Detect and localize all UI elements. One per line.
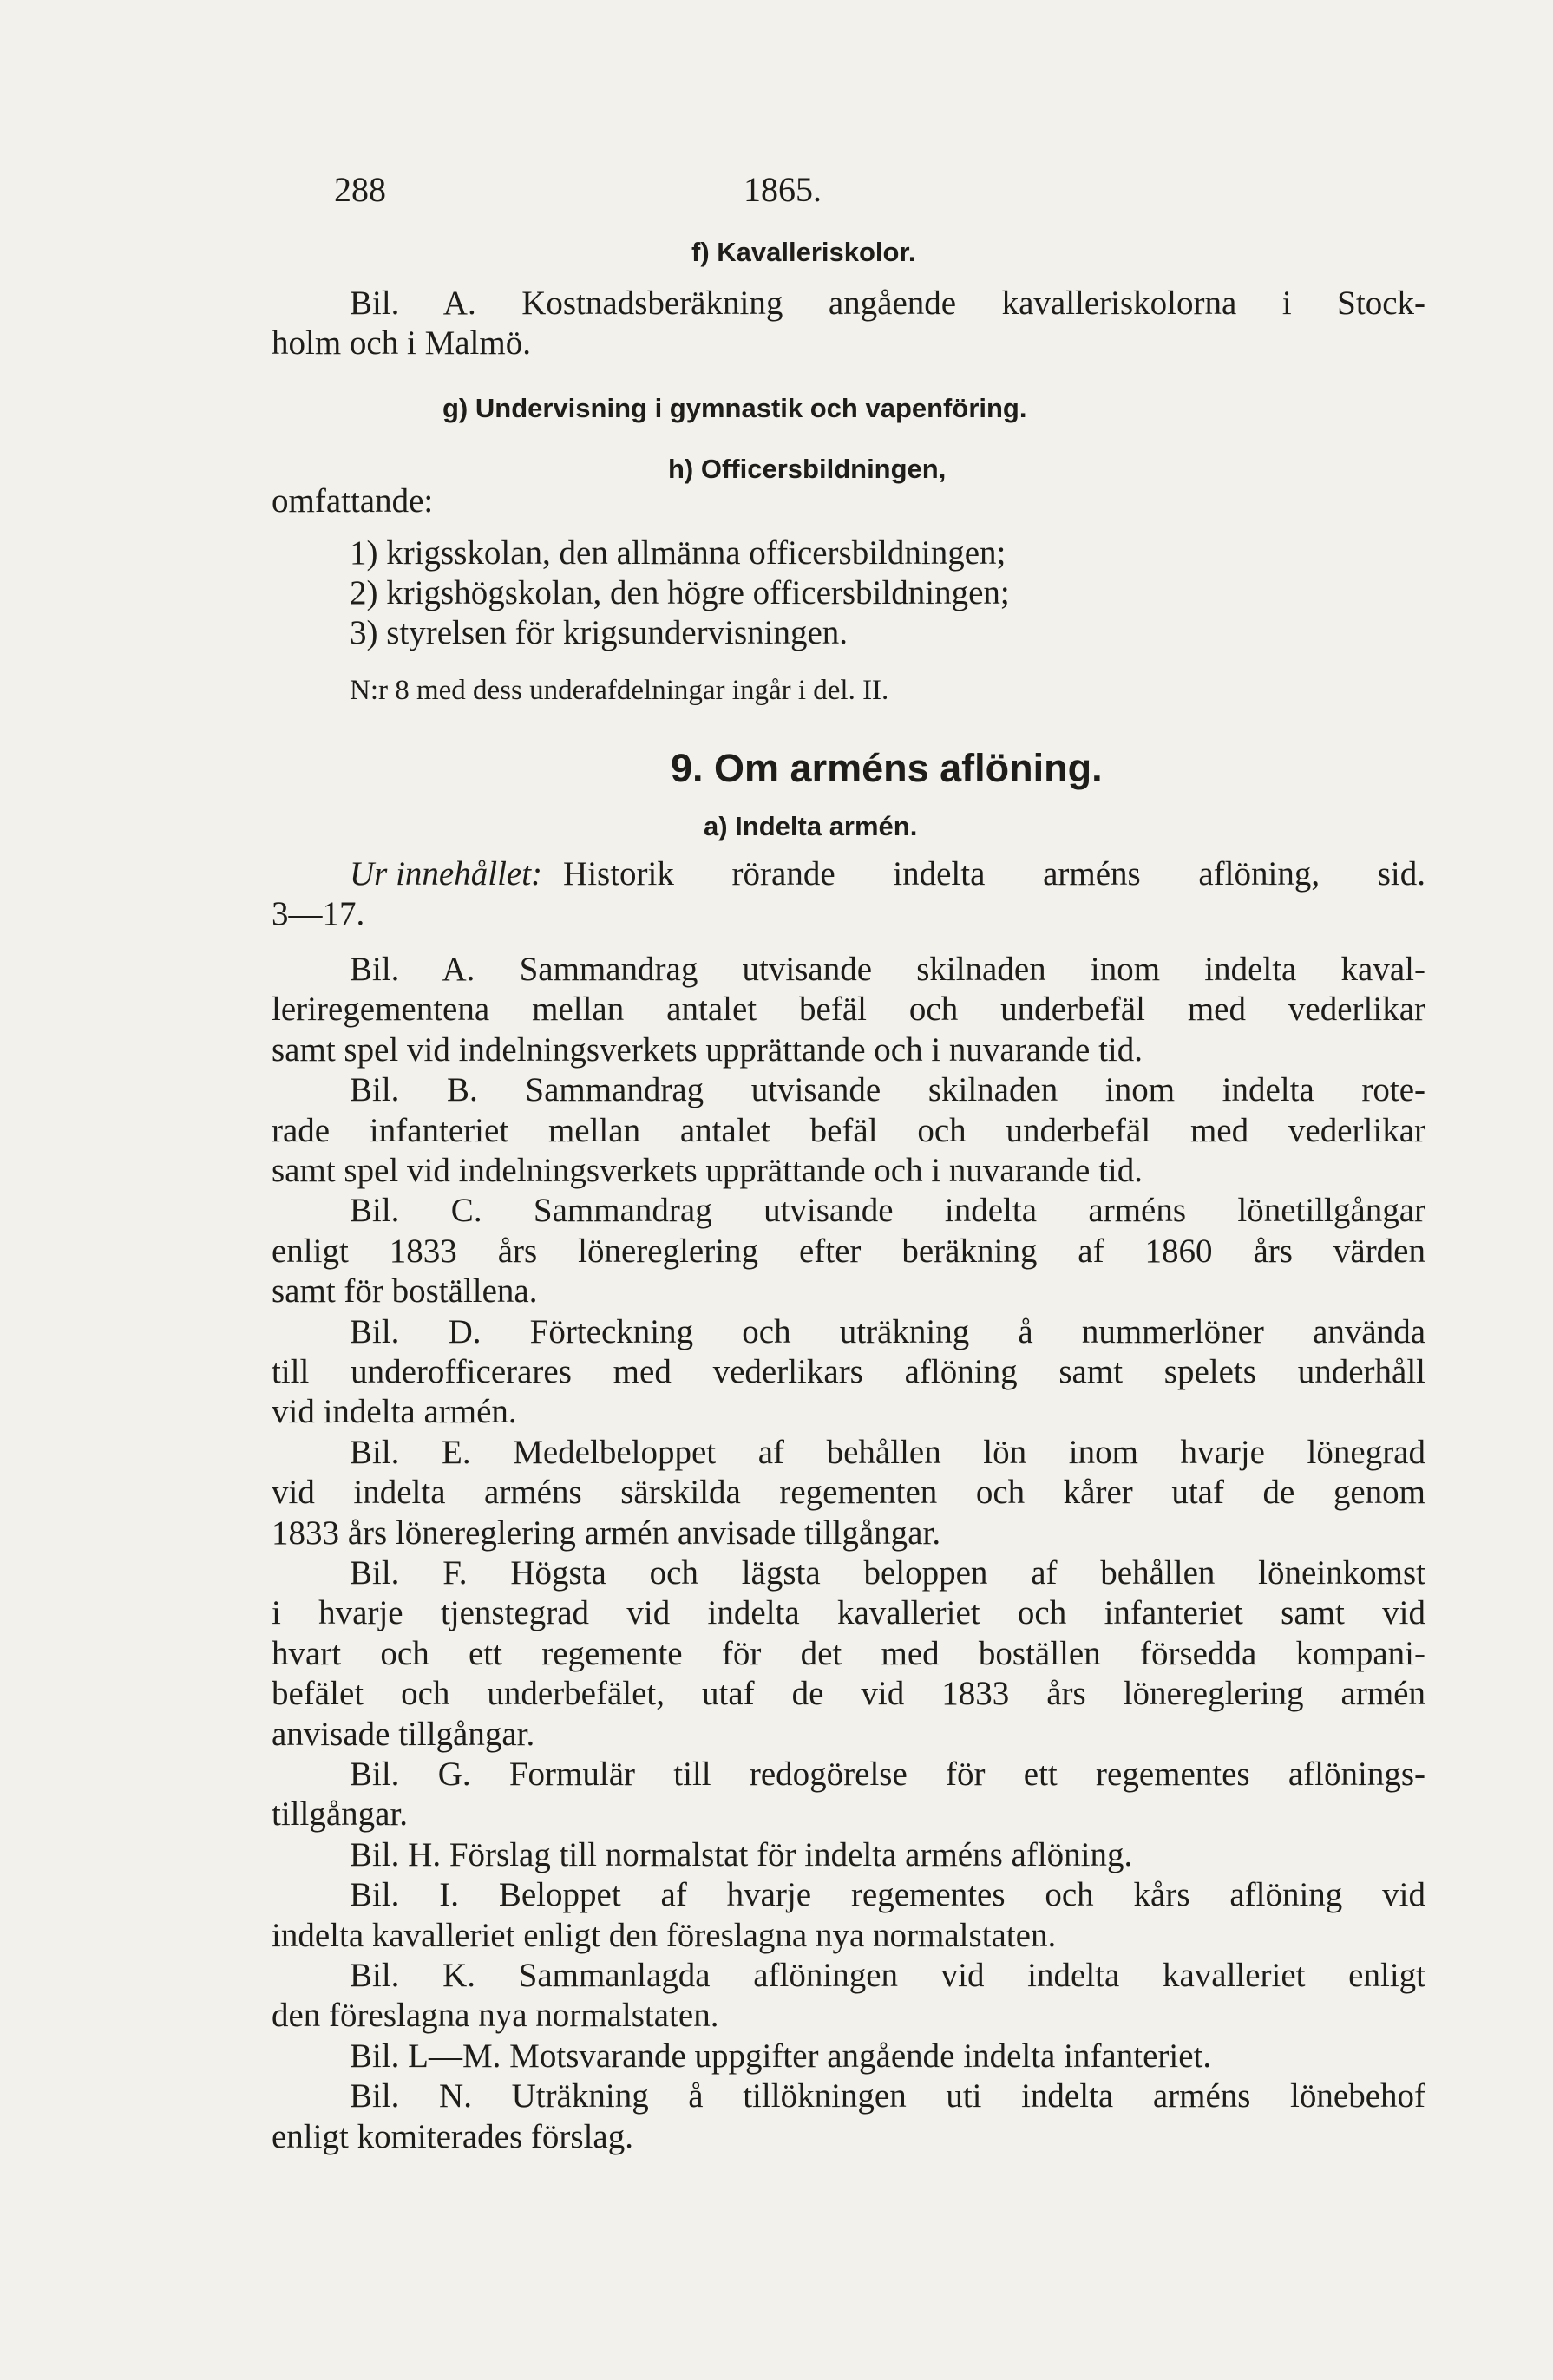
bil-paragraph-4-line-3: vid indelta armén. [272, 1393, 517, 1430]
section-h-intro: omfattande: [272, 482, 434, 520]
bil-paragraph-7-line-1: Bil. G. Formulär till redogörelse för ett regementes aflönings- [350, 1756, 1425, 1793]
bil-paragraph-8-line-1: Bil. H. Förslag till normalstat för indelta arméns aflöning. [350, 1836, 1133, 1873]
section-h-item-2: 2) krigshögskolan, den högre officersbildningen; [350, 574, 1010, 611]
contents-line [272, 854, 1425, 894]
bil-paragraph-12-line-1: Bil. N. Uträkning å tillökningen uti indelta arméns lönebehof [350, 2077, 1425, 2115]
bil-paragraph-6-line-3: hvart och ett regemente för det med boställen försedda kompani- [272, 1635, 1425, 1672]
bil-paragraph-10-line-2: den föreslagna nya normalstaten. [272, 1997, 719, 2034]
section-f-heading: f) Kavalleriskolor. [691, 237, 916, 267]
section-h-item-3: 3) styrelsen för krigsundervisningen. [350, 614, 849, 651]
bil-paragraph-1-line-2: leriregementena mellan antalet befäl och underbefäl med vederlikar [272, 991, 1425, 1028]
volume-note: N:r 8 med dess underafdelningar ingår i del. II. [350, 675, 889, 706]
section-g-heading: g) Undervisning i gymnastik och vapenföring. [442, 393, 1027, 423]
bil-paragraph-5-line-1: Bil. E. Medelbeloppet af behållen lön inom hvarje lönegrad [350, 1434, 1425, 1471]
bil-paragraph-9-line-2: indelta kavalleriet enligt den föreslagna nya normalstaten. [272, 1917, 1057, 1954]
bil-paragraph-6-line-2: i hvarje tjenstegrad vid indelta kavalleriet och infanteriet samt vid [272, 1594, 1425, 1631]
bil-paragraph-6-line-1: Bil. F. Högsta och lägsta beloppen af behållen löneinkomst [350, 1554, 1425, 1592]
bil-paragraph-3-line-3: samt för boställena. [272, 1272, 538, 1310]
bil-paragraph-4-line-2: till underofficerares med vederlikars aflöning samt spelets underhåll [272, 1353, 1425, 1390]
bil-paragraph-2-line-3: samt spel vid indelningsverkets upprättande och i nuvarande tid. [272, 1152, 1143, 1189]
contents-pages: 3—17. [272, 895, 365, 932]
sub-heading-indelta: a) Indelta armén. [704, 811, 918, 841]
chapter-title: 9. Om arméns aflöning. [671, 746, 1103, 790]
bil-paragraph-3-line-1: Bil. C. Sammandrag utvisande indelta arméns lönetillgångar [350, 1192, 1425, 1229]
page-year: 1865. [744, 170, 822, 209]
bil-paragraph-5-line-3: 1833 års lönereglering armén anvisade tillgångar. [272, 1514, 941, 1552]
section-h-heading: h) Officersbildningen, [668, 454, 947, 484]
page-number: 288 [334, 170, 386, 209]
section-h-item-1: 1) krigsskolan, den allmänna officersbildningen; [350, 534, 1006, 572]
section-f-bil-a-line-1: Bil. A. Kostnadsberäkning angående kavalleriskolorna i Stock- [350, 284, 1425, 322]
bil-paragraph-2-line-2: rade infanteriet mellan antalet befäl och underbefäl med vederlikar [272, 1112, 1425, 1149]
bil-paragraph-5-line-2: vid indelta arméns särskilda regementen och kårer utaf de genom [272, 1474, 1425, 1511]
bil-paragraph-2-line-1: Bil. B. Sammandrag utvisande skilnaden inom indelta rote- [350, 1071, 1425, 1108]
bil-paragraph-6-line-4: befälet och underbefälet, utaf de vid 1833 års lönereglering armén [272, 1675, 1425, 1712]
bil-paragraph-10-line-1: Bil. K. Sammanlagda aflöningen vid indelta kavalleriet enligt [350, 1957, 1425, 1994]
bil-paragraph-1-line-1: Bil. A. Sammandrag utvisande skilnaden inom indelta kaval- [350, 951, 1425, 988]
bil-paragraph-9-line-1: Bil. I. Beloppet af hvarje regementes och kårs aflöning vid [350, 1876, 1425, 1913]
bil-paragraph-1-line-3: samt spel vid indelningsverkets upprättande och i nuvarande tid. [272, 1031, 1143, 1069]
section-f-bil-a-line-2: holm och i Malmö. [272, 324, 531, 362]
bil-paragraph-6-line-5: anvisade tillgångar. [272, 1716, 535, 1753]
bil-paragraph-11-line-1: Bil. L—M. Motsvarande uppgifter angående indelta infanteriet. [350, 2037, 1212, 2075]
bil-paragraph-12-line-2: enligt komiterades förslag. [272, 2118, 633, 2155]
contents-label: Ur innehållet: [350, 855, 543, 892]
contents-text: Historik rörande indelta arméns aflöning, sid. [563, 855, 1425, 892]
bil-paragraph-3-line-2: enligt 1833 års lönereglering efter beräkning af 1860 års värden [272, 1232, 1425, 1270]
bil-paragraph-7-line-2: tillgångar. [272, 1795, 409, 1833]
bil-paragraph-4-line-1: Bil. D. Förteckning och uträkning å nummerlöner använda [350, 1313, 1425, 1350]
